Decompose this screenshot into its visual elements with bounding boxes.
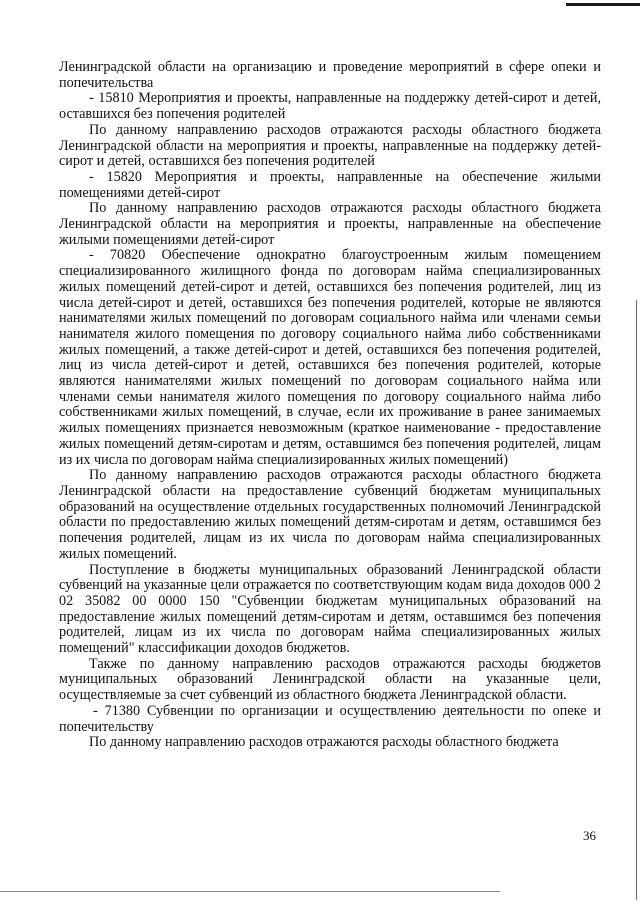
- top-edge-rule: [566, 3, 640, 6]
- item-15820-description: По данному направлению расходов отражаются расходы областного бюджета Ленинградской области на мероприятия и проекты, направленные на обеспечение жилыми помещениями детей-сирот: [59, 200, 601, 248]
- document-body: [59, 60, 601, 751]
- item-70820-description: По данному направлению расходов отражаются расходы областного бюджета Ленинградской области на предоставление субвенций бюджетам муниципальных образований на осуществление отдельных государственных полномочий Ленинградской области по предоставлению жилых помещений детям-сиротам и детям, оставшимся без попечения родителей, лицам из их числа по договорам найма специализированных жилых помещений.: [59, 467, 601, 562]
- item-71380-description-start: По данному направлению расходов отражаются расходы областного бюджета: [89, 734, 559, 751]
- municipal-budgets-paragraph: Также по данному направлению расходов отражаются расходы бюджетов муниципальных образований Ленинградской области на указанные цели, осуществляемые за счет субвенций из областного бюджета Ленинградской области.: [59, 655, 601, 704]
- item-15810-heading: - 15810 Мероприятия и проекты, направленные на поддержку детей-сирот и детей, оставшихся без попечения родителей: [59, 90, 601, 123]
- subvention-revenue-paragraph: Поступление в бюджеты муниципальных образований Ленинградской области субвенций на указанные цели отражается по соответствующим кодам вида доходов 000 2 02 35082 00 0000 150 "Субвенции бюджетам муниципальных образований на предоставление жилых помещений детям-сиротам и детям, оставшимся без попечения родителей, лицам из их числа по договорам найма специализированных жилых помещений" классификации доходов бюджетов.: [59, 561, 601, 657]
- item-71380-heading: - 71380 Субвенции по организации и осуществлению деятельности по опеке и попечительству: [59, 702, 601, 735]
- scan-edge-mark: [636, 300, 637, 900]
- paragraph-continuation: Ленинградской области на организацию и проведение мероприятий в сфере опеки и попечительства: [59, 59, 601, 91]
- item-15810-description: По данному направлению расходов отражаются расходы областного бюджета Ленинградской области на мероприятия и проекты, направленные на поддержку детей-сирот и детей, оставшихся без попечения родителей: [59, 121, 601, 170]
- bottom-edge-rule: [0, 891, 500, 892]
- item-15820-heading: - 15820 Мероприятия и проекты, направленные на обеспечение жилыми помещениями детей-сирот: [59, 168, 601, 201]
- item-70820-heading: - 70820 Обеспечение однократно благоустроенным жилым помещением специализированного жилищного фонда по договорам найма специализированных жилых помещений детей-сирот и детей, оставшихся без попечения родителей, лиц из числа детей-сирот и детей, оставшихся без попечения родителей, которые не являются нанимателями жилых помещений по договорам социального найма или членами семьи нанимателя жилого помещения по договору социального найма либо собственниками жилых помещений, а также детей-сирот и детей, оставшихся без попечения родителей, лиц из числа детей-сирот и детей, оставшихся без попечения родителей, которые являются нанимателями жилых помещений по договорам социального найма или членами семьи нанимателя жилого помещения по договору социального найма либо собственниками жилых помещений, в случае, если их проживание в ранее занимаемых жилых помещениях признается невозможным (краткое наименование - предоставление жилых помещений детям-сиротам и детям, оставшимся без попечения родителей, лицам из их числа по договорам найма специализированных жилых помещений): [59, 247, 601, 468]
- page-number: 36: [583, 828, 596, 843]
